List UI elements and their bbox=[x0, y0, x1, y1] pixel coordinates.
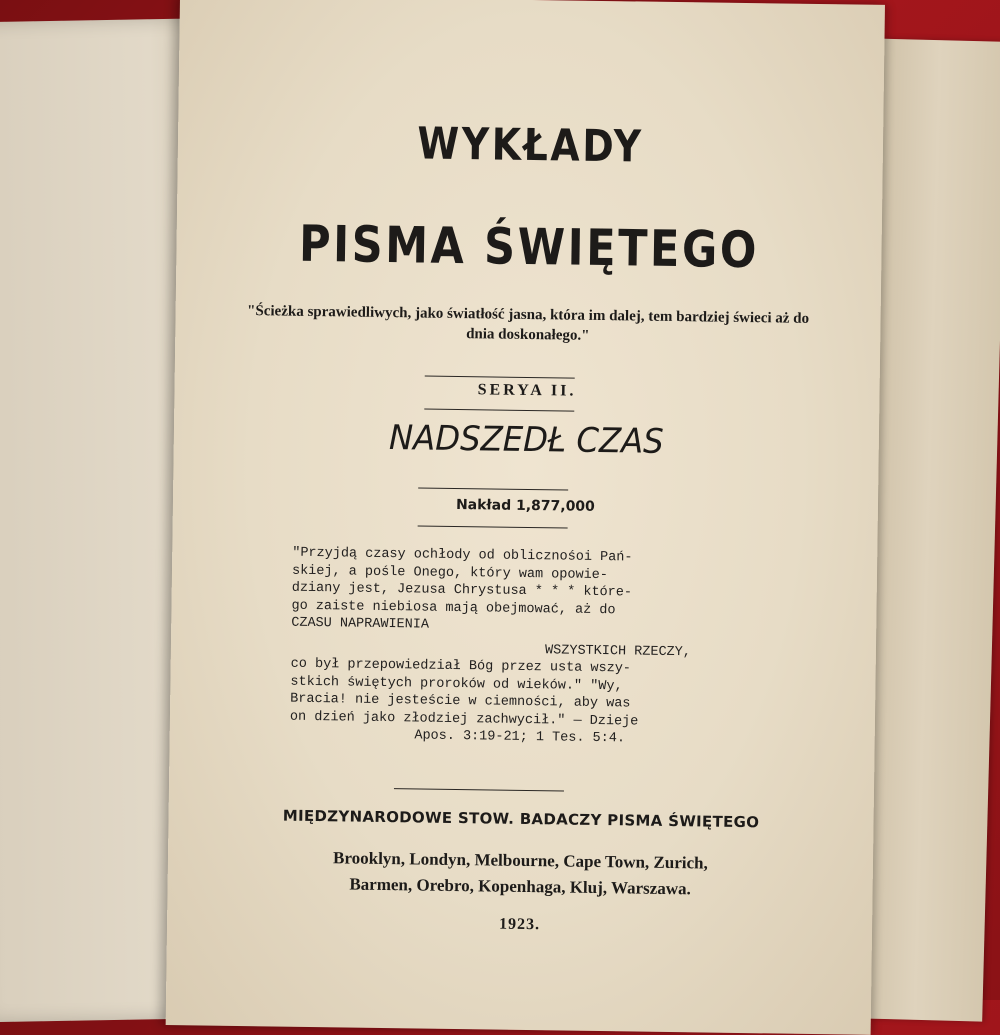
divider-rule bbox=[418, 525, 568, 528]
scripture-line: co był przepowiedział Bóg przez usta wszy- bbox=[290, 656, 632, 677]
book-title-line-1: WYKŁADY bbox=[417, 118, 644, 173]
motto-quote: "Ścieżka sprawiedliwych, jako światłość jasna, która im dalej, tem bardziej świeci aż do dnia doskonałego." bbox=[247, 303, 810, 344]
print-run: Nakład 1,877,000 bbox=[455, 496, 595, 515]
scripture-line: dziany jest, Jezusa Chrystusa * * * które- bbox=[291, 580, 633, 601]
scripture-line: on dzień jako złodziej zachwycił." — Dzieje bbox=[289, 709, 639, 730]
divider-rule bbox=[394, 788, 564, 791]
publisher-name: MIĘDZYNARODOWE STOW. BADACZY PISMA ŚWIĘTEGO bbox=[282, 806, 760, 832]
scripture-line: go zaiste niebiosa mają obejmować, aż do bbox=[291, 598, 616, 618]
title-page bbox=[166, 0, 885, 1035]
scripture-line: WSZYSTKICH RZECZY, bbox=[544, 642, 692, 660]
divider-rule bbox=[418, 487, 568, 490]
cities-line: Barmen, Orebro, Kopenhaga, Kluj, Warszawa. bbox=[349, 874, 691, 899]
book-title-line-2: PISMA ŚWIĘTEGO bbox=[298, 214, 760, 280]
cities-line: Brooklyn, Londyn, Melbourne, Cape Town, Zurich, bbox=[332, 848, 708, 873]
publication-year: 1923. bbox=[498, 915, 541, 934]
scripture-quote bbox=[290, 545, 693, 749]
publisher-cities bbox=[207, 844, 833, 905]
scripture-line: Bracia! nie jesteście w ciemności, aby was bbox=[290, 691, 631, 712]
scripture-line: CZASU NAPRAWIENIA bbox=[291, 615, 430, 633]
divider-rule bbox=[425, 376, 575, 379]
scripture-line: "Przyjdą czasy ochłody od oblicznośoi Pań- bbox=[292, 545, 633, 566]
volume-title: NADSZEDŁ CZAS bbox=[388, 418, 664, 462]
divider-rule bbox=[424, 409, 574, 412]
scripture-reference: Apos. 3:19-21; 1 Tes. 5:4. bbox=[414, 728, 626, 747]
scripture-line: skiej, a pośle Onego, który wam opowie- bbox=[291, 563, 609, 583]
series-label: SERYA II. bbox=[477, 381, 577, 400]
scripture-line: stkich świętych proroków od wieków." "Wy, bbox=[290, 674, 623, 694]
